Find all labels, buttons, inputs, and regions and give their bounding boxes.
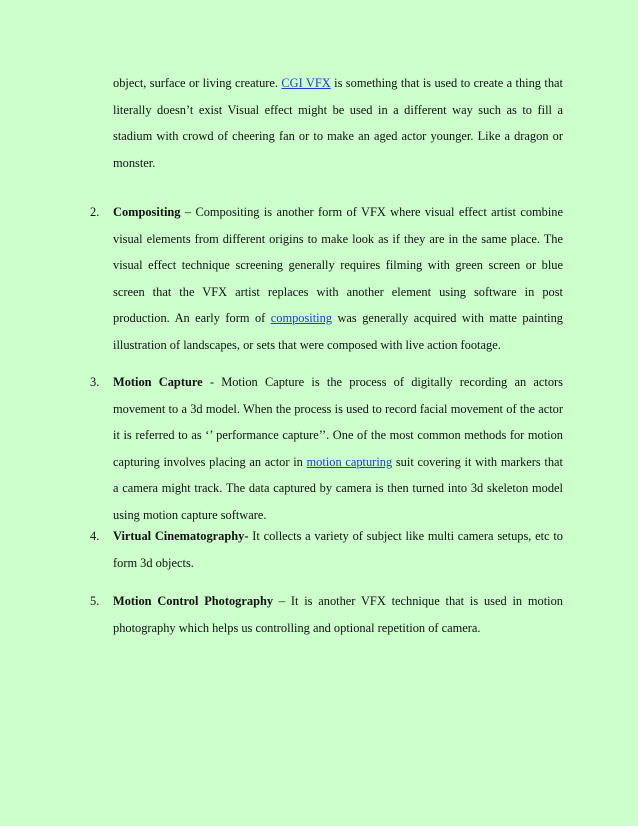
list-number: 5. bbox=[90, 594, 100, 608]
list-number: 2. bbox=[90, 205, 100, 219]
intro-text-after: is something that is used to create a thing that literally doesn’t exist Visual effect might be used in a different way such as to fill a stadium with crowd of cheering fan or to make an aged actor younger. Like a dragon or monster. bbox=[113, 76, 563, 170]
term-heading: Compositing bbox=[113, 205, 181, 219]
list-item-text bbox=[113, 199, 563, 359]
term-heading: Motion Control Photography bbox=[113, 594, 274, 608]
item-text-a: It collects a variety of subject like multi camera setups, etc to form 3d objects. bbox=[113, 529, 563, 570]
list-item-text bbox=[113, 588, 563, 641]
term-heading: Virtual Cinematography- bbox=[113, 529, 249, 543]
intro-paragraph bbox=[113, 70, 563, 176]
list-item-text bbox=[113, 369, 563, 529]
intro-text-before: object, surface or living creature. bbox=[113, 76, 282, 90]
cgi-vfx-link[interactable]: CGI VFX bbox=[281, 76, 331, 90]
separator: – bbox=[273, 594, 291, 608]
item-text-b: suit covering it with markers that a camera might track. The data captured by camera is then turned into 3d skeleton model using motion capture software. bbox=[113, 454, 563, 522]
item-text-a: Motion Capture is the process of digitally recording an actors movement to a 3d model. When the process is used to record facial movement of the actor it is referred to as ‘’ performance capture’’. One of the most common methods for motion capturing involves placing an actor in bbox=[113, 375, 563, 469]
list-item-text bbox=[113, 523, 563, 576]
compositing-link[interactable]: compositing bbox=[270, 311, 333, 326]
motion-capturing-link[interactable]: motion capturing bbox=[306, 454, 393, 469]
list-item-motion-capture bbox=[90, 369, 563, 529]
list-item-compositing bbox=[90, 199, 563, 359]
item-text-a: Compositing is another form of VFX where visual effect artist combine visual elements from different origins to make look as if they are in the same place. The visual effect technique screening generally requires filming with green screen or blue screen that the VFX artist replaces with another element using software in post production. An early form of bbox=[113, 205, 564, 326]
item-text-a: It is another VFX technique that is used in motion photography which helps us controlling and optional repetition of camera. bbox=[113, 594, 563, 635]
separator: - bbox=[202, 375, 222, 389]
list-item-motion-control-photography bbox=[90, 588, 563, 641]
separator: – bbox=[180, 205, 196, 219]
list-number: 3. bbox=[90, 375, 100, 389]
item-text-b: was generally acquired with matte painting illustration of landscapes, or sets that were composed with live action footage. bbox=[113, 311, 563, 352]
list-number: 4. bbox=[90, 529, 100, 543]
list-item-virtual-cinematography bbox=[90, 523, 563, 576]
term-heading: Motion Capture bbox=[113, 375, 203, 389]
